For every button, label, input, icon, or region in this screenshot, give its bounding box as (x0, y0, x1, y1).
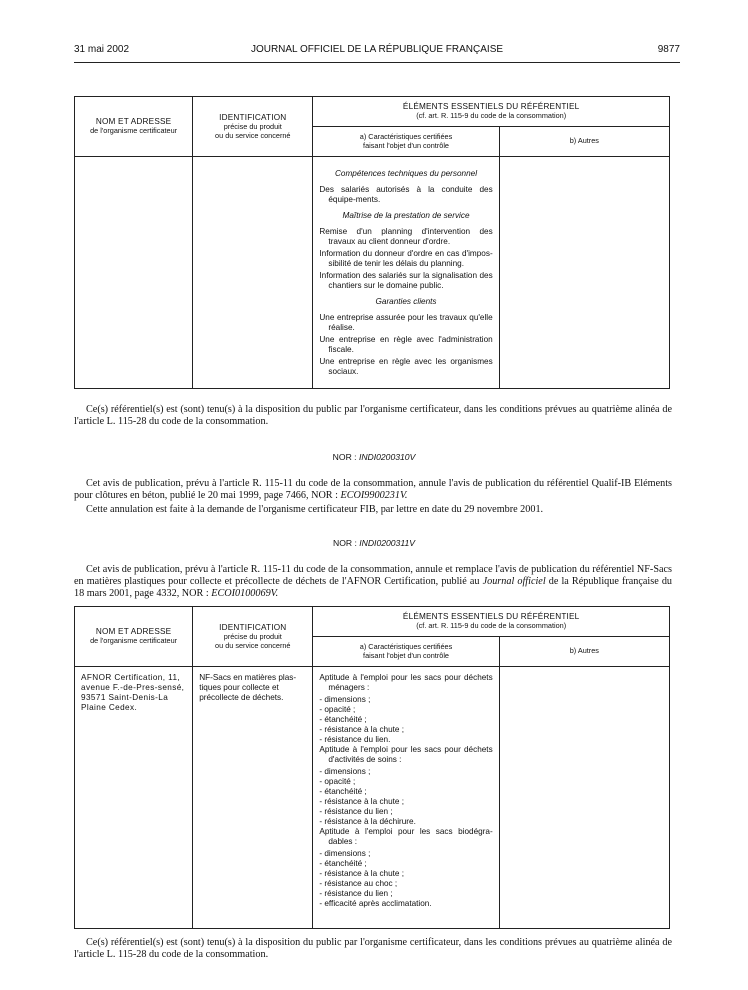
group-heading: Aptitude à l'emploi pour les sacs biodégra-dables : (319, 827, 493, 846)
col-header-a (313, 127, 499, 157)
col-header-a-line1: a) Caractéristiques certifiées (359, 131, 453, 141)
group-item: - résistance à la chute ; (319, 869, 405, 878)
group-heading: Aptitude à l'emploi pour les sacs pour déchets ménagers : (319, 673, 493, 692)
table2-groups (313, 667, 498, 915)
group-item: - résistance du lien ; (319, 807, 393, 816)
header-page-number: 9877 (657, 44, 680, 55)
group-item: - résistance du lien ; (319, 889, 393, 898)
paragraph-replacement-jo: Journal officiel (482, 576, 546, 588)
paragraph-replacement-text2: de la République française du 18 mars 2001, page 4332, NOR : (74, 576, 673, 600)
group-item: - étanchéité ; (319, 715, 367, 724)
col-header-ident (193, 97, 313, 157)
paragraph-annulation-text: Cet avis de publication, prévu à l'article R. 115-11 du code de la consommation, annule l'avis de publication du référentiel Qualif-IB Eléments pour clôtures en béton, publié le 20 mai 1999, page 7466, NOR : (74, 478, 672, 502)
section-item: Information du donneur d'ordre en cas d'impos-sibilité de tenir les délais du planning. (319, 249, 493, 268)
nor-reference-1 (0, 452, 748, 462)
col-header-nom (75, 97, 193, 157)
group-item: - résistance au choc ; (319, 879, 398, 888)
col-header-a-2 (313, 637, 499, 667)
header-title: JOURNAL OFFICIEL DE LA RÉPUBLIQUE FRANÇAISE (250, 44, 504, 55)
nor-label-2: NOR : (332, 538, 357, 548)
group-item: - dimensions ; (319, 695, 371, 704)
paragraph-replacement-nor: ECOI0100069V. (211, 588, 279, 600)
col-header-nom-sub: de l'organisme certificateur (90, 126, 178, 136)
table1-org-cell (75, 157, 193, 389)
header-rule (74, 62, 680, 63)
group-item: - résistance à la chute ; (319, 725, 405, 734)
section-title: Compétences techniques du personnel (335, 169, 478, 178)
group-item: - résistance à la déchirure. (319, 817, 416, 826)
col-header-elements-sub: (cf. art. R. 115-9 du code de la consommation) (416, 111, 567, 121)
page-header (74, 44, 680, 58)
paragraph-annulation-nor: ECOI9900231V. (340, 490, 408, 502)
col-header-ident-2 (193, 607, 313, 667)
col-header-nom-sub-2: de l'organisme certificateur (90, 636, 178, 646)
paragraph-replacement (74, 564, 672, 600)
col-header-b: b) Autres (499, 127, 669, 157)
col-header-nom-label: NOM ET ADRESSE (95, 117, 172, 127)
col-header-ident-label: IDENTIFICATION (219, 112, 287, 122)
table2-characteristics-cell (313, 667, 499, 929)
col-header-elements-2 (313, 607, 670, 637)
col-header-a-line2: faisant l'objet d'un contrôle (363, 140, 449, 150)
group-heading: Aptitude à l'emploi pour les sacs pour déchets d'activités de soins : (319, 745, 493, 764)
group-item: - dimensions ; (319, 767, 371, 776)
col-header-elements-label: ÉLÉMENTS ESSENTIELS DU RÉFÉRENTIEL (402, 102, 580, 112)
paragraph-replacement-text: Cet avis de publication, prévu à l'article R. 115-11 du code de la consommation, annule et remplace l'avis de publication du référentiel NF-Sacs en matières plastiques pour collecte et précollecte de déchets de l'AFNOR Certification, publié au (74, 564, 672, 588)
group-item: - opacité ; (319, 705, 356, 714)
nor-code-2: INDI0200311V (359, 538, 415, 548)
col-header-ident-sub2: ou du service concerné (215, 130, 291, 140)
nor-label-1: NOR : (332, 452, 357, 462)
section-item: Une entreprise assurée pour les travaux qu'elle réalise. (319, 313, 493, 332)
referentiel-table-2 (74, 606, 670, 929)
section-title: Maîtrise de la prestation de service (342, 211, 470, 220)
col-header-a-line1-2: a) Caractéristiques certifiées (359, 641, 453, 651)
paragraph-annulation (74, 478, 672, 502)
table1-autres-cell (499, 157, 669, 389)
referentiel-table-1 (74, 96, 670, 389)
col-header-ident-sub2-2: ou du service concerné (215, 640, 291, 650)
col-header-ident-label-2: IDENTIFICATION (219, 622, 287, 632)
nor-code-1: INDI0200310V (358, 452, 416, 462)
table2-autres-cell (499, 667, 669, 929)
nor-reference-2 (0, 538, 748, 548)
col-header-elements-sub-2: (cf. art. R. 115-9 du code de la consommation) (416, 621, 567, 631)
group-item: - résistance à la chute ; (319, 797, 405, 806)
col-header-a-line2-2: faisant l'objet d'un contrôle (363, 650, 449, 660)
table2-ident-text: NF-Sacs en matières plas-tiques pour collecte et précollecte de déchets. (199, 673, 297, 702)
section-title: Garanties clients (375, 297, 437, 306)
col-header-elements (313, 97, 670, 127)
col-header-ident-sub1: précise du produit (223, 121, 282, 131)
col-header-nom-2 (75, 607, 193, 667)
group-item: - étanchéité ; (319, 787, 367, 796)
table2-ident-cell (193, 667, 313, 929)
group-item: - résistance du lien. (319, 735, 391, 744)
col-header-elements-label-2: ÉLÉMENTS ESSENTIELS DU RÉFÉRENTIEL (402, 612, 580, 622)
table1-sections (313, 157, 498, 385)
section-item: Des salariés autorisés à la conduite des équipe-ments. (319, 185, 493, 204)
section-item: Remise d'un planning d'intervention des travaux au client donneur d'ordre. (319, 227, 493, 246)
group-item: - efficacité après acclimatation. (319, 899, 432, 908)
group-item: - dimensions ; (319, 849, 371, 858)
col-header-nom-label-2: NOM ET ADRESSE (95, 627, 172, 637)
paragraph-availability-2: Ce(s) référentiel(s) est (sont) tenu(s) à la disposition du public par l'organisme certificateur, dans les conditions prévues au quatrième alinéa de l'article L. 115-28 du code de la consommation. (74, 937, 672, 961)
header-date: 31 mai 2002 (74, 44, 130, 55)
group-item: - opacité ; (319, 777, 356, 786)
paragraph-annulation-request: Cette annulation est faite à la demande de l'organisme certificateur FIB, par lettre en date du 29 novembre 2001. (86, 504, 544, 515)
section-item: Une entreprise en règle avec l'administration fiscale. (319, 335, 493, 354)
table2-org-text: AFNOR Certification, 11, avenue F.-de-Pres-sensé, 93571 Saint-Denis-La Plaine Cedex. (81, 673, 185, 712)
section-item: Une entreprise en règle avec les organismes sociaux. (319, 357, 493, 376)
col-header-ident-sub1-2: précise du produit (223, 631, 282, 641)
table1-characteristics-cell (313, 157, 499, 389)
section-item: Information des salariés sur la signalisation des chantiers sur le domaine public. (319, 271, 493, 290)
group-item: - étanchéité ; (319, 859, 367, 868)
table1-ident-cell (193, 157, 313, 389)
paragraph-availability-1: Ce(s) référentiel(s) est (sont) tenu(s) à la disposition du public par l'organisme certificateur, dans les conditions prévues au quatrième alinéa de l'article L. 115-28 du code de la consommation. (74, 404, 672, 428)
col-header-b-2: b) Autres (499, 637, 669, 667)
table2-org-cell (75, 667, 193, 929)
